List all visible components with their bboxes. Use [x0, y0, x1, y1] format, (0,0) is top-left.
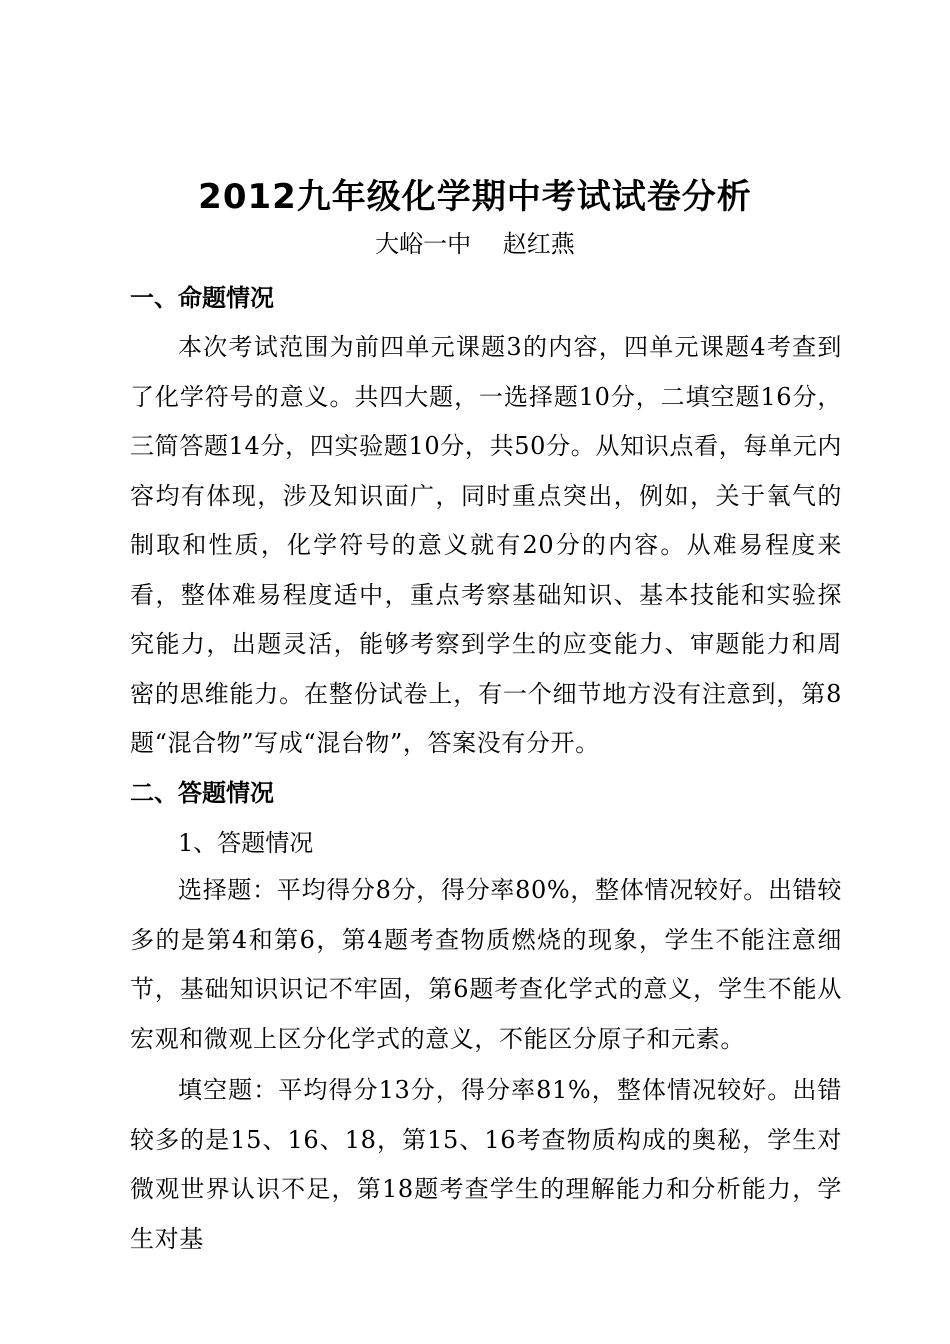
section-heading-answers: 二、答题情况: [130, 779, 274, 807]
section-heading-proposition: 一、命题情况: [130, 284, 274, 312]
subheading-answers: 1、答题情况: [178, 829, 314, 857]
document-title: 2012九年级化学期中考试试卷分析: [198, 177, 752, 217]
author-line: 大峪一中 赵红燕: [375, 230, 575, 258]
paragraph-fill-in: 填空题：平均得分13分，得分率81%，整体情况较好。出错较多的是15、16、18，第15、16考查物质构成的奥秘，学生对微观世界认识不足，第18题考查学生的理解能力和分析能力，学生对基: [130, 1076, 842, 1253]
paragraph-multiple-choice: 选择题：平均得分8分，得分率80%，整体情况较好。出错较多的是第4和第6，第4题考查物质燃烧的现象，学生不能注意细节，基础知识识记不牢固，第6题考查化学式的意义，学生不能从宏观和微观上区分化学式的意义，不能区分原子和元素。: [130, 876, 842, 1053]
paragraph-proposition: 本次考试范围为前四单元课题3的内容，四单元课题4考查到了化学符号的意义。共四大题，一选择题10分，二填空题16分，三简答题14分，四实验题10分，共50分。从知识点看，每单元内容均有体现，涉及知识面广，同时重点突出，例如，关于氧气的制取和性质，化学符号的意义就有20分的内容。从难易程度来看，整体难易程度适中，重点考察基础知识、基本技能和实验探究能力，出题灵活，能够考察到学生的应变能力、审题能力和周密的思维能力。在整份试卷上，有一个细节地方没有注意到，第8题“混合物”写成“混台物”，答案没有分开。: [130, 333, 842, 757]
